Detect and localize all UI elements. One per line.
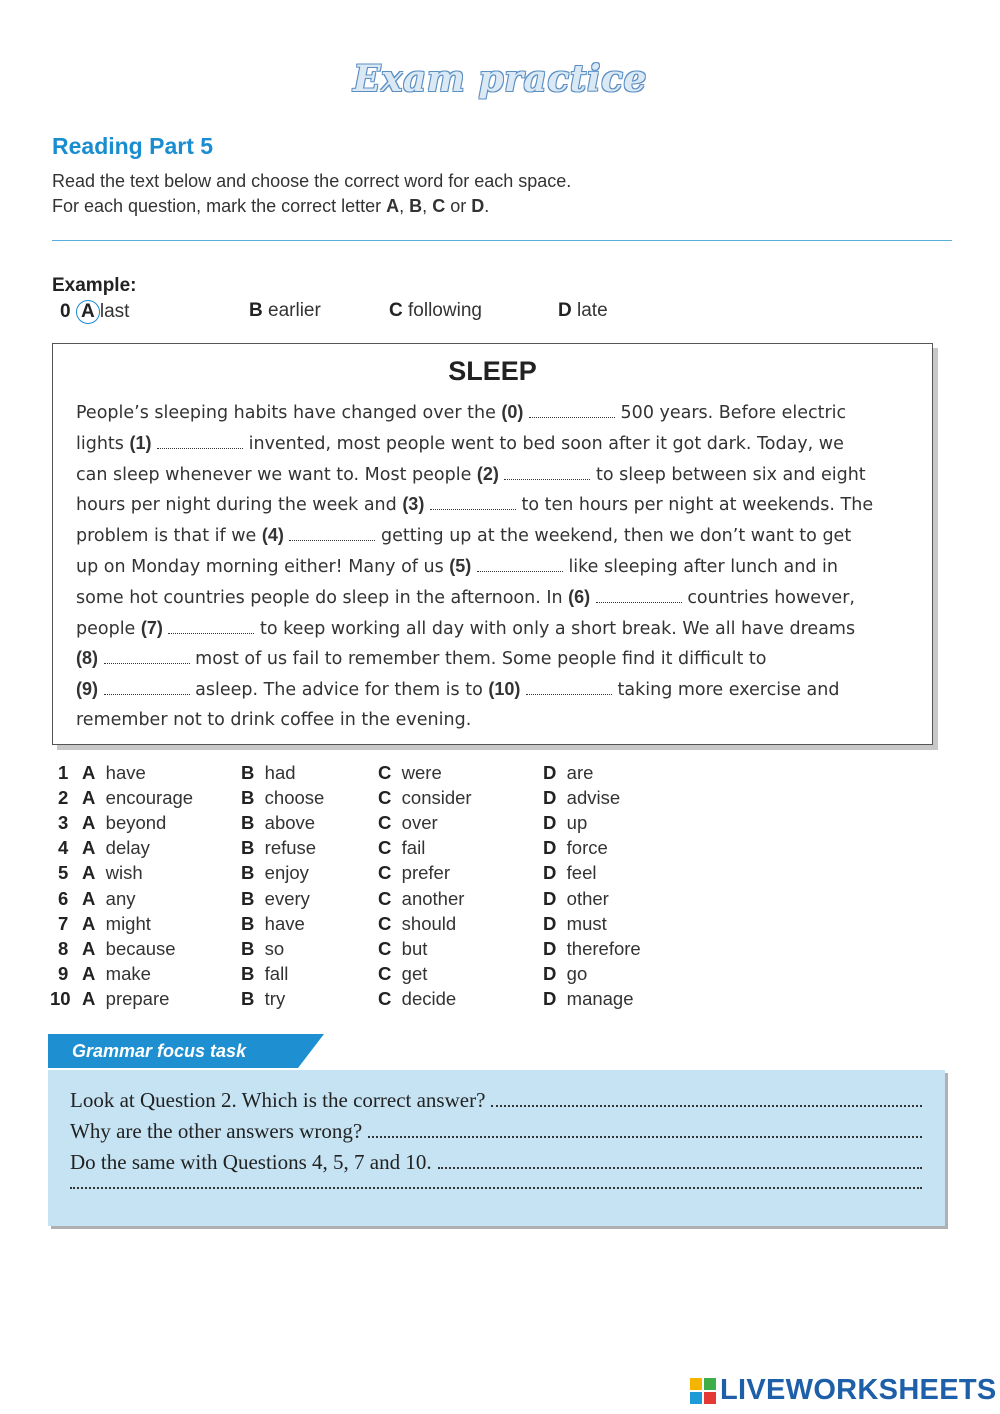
question-row xyxy=(0,862,700,887)
option-letter: D xyxy=(543,962,557,984)
answer-line[interactable] xyxy=(491,1104,922,1107)
option-c[interactable] xyxy=(378,963,427,985)
option-word: but xyxy=(401,937,428,959)
option-b[interactable] xyxy=(241,762,296,784)
passage-text-segment: most of us fail to remember them. Some people find it difficult to xyxy=(189,649,767,670)
passage-box xyxy=(52,343,933,745)
option-word: should xyxy=(401,912,457,934)
passage-line xyxy=(76,675,916,706)
option-word: other xyxy=(566,887,609,909)
option-word: decide xyxy=(401,987,457,1009)
option-word: up xyxy=(566,812,588,834)
option-letter: D xyxy=(543,762,557,783)
question-number: 7 xyxy=(58,912,69,934)
grammar-line-1 xyxy=(70,1088,922,1113)
option-letter: C xyxy=(378,762,392,783)
option-letter: B xyxy=(241,812,255,834)
passage-text-segment: countries however, xyxy=(681,587,855,608)
option-word: fall xyxy=(264,962,289,984)
example-option-d xyxy=(558,300,608,322)
option-letter: A xyxy=(82,762,96,783)
answer-line[interactable] xyxy=(438,1166,922,1169)
option-d[interactable] xyxy=(543,812,587,834)
liveworksheets-logo xyxy=(690,1374,997,1407)
gap-number: (7) xyxy=(140,617,163,638)
answer-gap[interactable] xyxy=(526,680,612,695)
section-divider xyxy=(52,240,952,241)
option-word: choose xyxy=(264,787,325,809)
option-word: must xyxy=(566,912,607,934)
option-c[interactable] xyxy=(378,938,427,960)
option-c[interactable] xyxy=(378,862,450,884)
instruction-prefix: For each question, mark the correct letter xyxy=(52,196,387,216)
option-letter: A xyxy=(82,937,96,959)
letter-c: C xyxy=(432,196,446,216)
option-a[interactable] xyxy=(82,963,151,985)
option-letter: B xyxy=(241,762,255,783)
option-b[interactable] xyxy=(241,862,309,884)
passage-line xyxy=(76,706,916,736)
gap-number: (0) xyxy=(501,402,524,422)
option-word: get xyxy=(401,962,428,984)
passage-line xyxy=(76,583,916,614)
option-c[interactable] xyxy=(378,837,425,859)
passage-text-segment: asleep. The advice for them is to xyxy=(189,680,489,701)
option-word: try xyxy=(264,987,286,1009)
option-word: refuse xyxy=(264,837,317,859)
option-letter: D xyxy=(543,862,557,884)
option-letter: A xyxy=(82,987,96,1009)
page-title: Exam practice xyxy=(353,58,647,100)
option-word: fail xyxy=(401,837,426,859)
option-letter: A xyxy=(82,962,96,984)
passage-text-segment: to ten hours per night at weekends. The xyxy=(515,495,874,516)
option-letter: B xyxy=(241,962,255,984)
gap-number: (8) xyxy=(76,648,98,669)
option-c[interactable] xyxy=(378,913,456,935)
option-d[interactable] xyxy=(543,888,609,910)
option-letter: D xyxy=(543,887,557,909)
option-letter: C xyxy=(378,962,392,984)
passage-text-segment: hours per night during the week and xyxy=(76,495,403,516)
option-a[interactable] xyxy=(82,812,166,834)
passage-text-segment: to keep working all day with only a short break. We all have dreams xyxy=(254,618,856,639)
option-letter: C xyxy=(378,787,392,809)
option-word: therefore xyxy=(566,937,641,959)
option-letter: A xyxy=(82,787,96,809)
option-word: any xyxy=(105,887,136,909)
option-word: earlier xyxy=(268,300,321,321)
option-letter: D xyxy=(543,812,557,834)
section-title: Reading Part 5 xyxy=(52,133,214,159)
passage-text-segment: 500 years. Before electric xyxy=(614,403,847,423)
instruction-end: . xyxy=(484,196,490,216)
example-label: Example: xyxy=(52,275,137,296)
option-b[interactable] xyxy=(241,787,324,809)
option-word: prepare xyxy=(105,987,170,1009)
option-word: might xyxy=(105,912,151,934)
grammar-focus-tab-tail xyxy=(298,1034,324,1068)
option-letter: C xyxy=(389,300,403,321)
answer-line[interactable] xyxy=(368,1135,922,1138)
separator: , xyxy=(422,196,433,216)
question-row xyxy=(0,787,700,812)
answer-gap[interactable] xyxy=(104,680,190,695)
question-number: 2 xyxy=(58,787,69,809)
option-letter: C xyxy=(378,937,392,959)
instruction-line-2 xyxy=(52,196,489,217)
grammar-question: Look at Question 2. Which is the correct answer? xyxy=(70,1088,486,1112)
grammar-line-3 xyxy=(70,1150,922,1175)
option-a[interactable] xyxy=(82,762,146,784)
option-a[interactable] xyxy=(82,837,150,859)
question-row xyxy=(0,913,700,938)
option-d[interactable] xyxy=(543,938,641,960)
option-word: above xyxy=(264,812,316,834)
logo-text: LIVEWORKSHEETS xyxy=(720,1374,997,1406)
option-letter: D xyxy=(543,987,557,1009)
question-row xyxy=(0,938,700,963)
option-word: enjoy xyxy=(264,862,309,884)
option-word: another xyxy=(401,887,465,909)
passage-text-segment: getting up at the weekend, then we don’t want to get xyxy=(375,526,852,547)
option-letter: C xyxy=(378,912,392,934)
passage-text-segment: People’s sleeping habits have changed over the xyxy=(76,403,502,423)
option-a[interactable] xyxy=(82,913,151,935)
option-a[interactable] xyxy=(82,787,193,809)
option-b[interactable] xyxy=(241,938,284,960)
option-word: have xyxy=(264,912,305,934)
option-b[interactable] xyxy=(241,963,288,985)
option-letter: D xyxy=(543,837,557,859)
option-letter: A xyxy=(82,887,96,909)
question-row xyxy=(0,812,700,837)
option-d[interactable] xyxy=(543,787,620,809)
option-word: go xyxy=(566,962,588,984)
separator-or: or xyxy=(445,196,472,216)
passage-line xyxy=(76,614,916,645)
gap-number: (10) xyxy=(488,679,521,700)
instruction-line-1: Read the text below and choose the correct word for each space. xyxy=(52,171,572,191)
option-letter: B xyxy=(241,912,255,934)
option-letter: A xyxy=(82,862,96,884)
answer-gap[interactable] xyxy=(596,588,682,603)
option-word: had xyxy=(264,762,296,783)
question-row xyxy=(0,762,700,787)
option-word: make xyxy=(105,962,151,984)
question-number: 9 xyxy=(58,962,69,984)
option-letter: D xyxy=(543,937,557,959)
option-letter: A xyxy=(82,812,96,834)
option-word: late xyxy=(577,300,608,321)
option-word: wish xyxy=(105,862,143,884)
passage-text-segment: lights xyxy=(76,433,130,454)
option-a[interactable] xyxy=(82,938,176,960)
question-row xyxy=(0,888,700,913)
question-number: 10 xyxy=(50,987,71,1009)
gap-number: (9) xyxy=(76,679,98,700)
answer-gap[interactable] xyxy=(430,495,516,510)
passage-line xyxy=(76,429,916,460)
option-letter: B xyxy=(241,837,255,859)
grammar-line-2 xyxy=(70,1119,922,1144)
option-word: following xyxy=(408,300,482,321)
option-letter: B xyxy=(241,987,255,1009)
option-word: were xyxy=(401,762,442,783)
option-d[interactable] xyxy=(543,963,587,985)
question-number: 5 xyxy=(58,862,69,884)
question-row xyxy=(0,988,700,1013)
option-letter: B xyxy=(241,887,255,909)
option-c[interactable] xyxy=(378,888,464,910)
option-word: consider xyxy=(401,787,472,809)
question-number: 8 xyxy=(58,937,69,959)
example-option-a xyxy=(60,300,129,324)
question-number: 6 xyxy=(58,887,69,909)
option-letter: B xyxy=(241,787,255,809)
option-word: feel xyxy=(566,862,597,884)
grammar-question: Why are the other answers wrong? xyxy=(70,1119,363,1143)
option-word: delay xyxy=(105,837,150,859)
option-letter: B xyxy=(249,300,263,321)
grammar-focus-tab xyxy=(48,1034,298,1068)
option-c[interactable] xyxy=(378,988,456,1010)
option-b[interactable] xyxy=(241,913,305,935)
question-number: 3 xyxy=(58,812,69,834)
question-number: 4 xyxy=(58,837,69,859)
option-a[interactable] xyxy=(82,862,143,884)
option-letter: A xyxy=(82,837,96,859)
option-c[interactable] xyxy=(378,787,472,809)
passage-title: SLEEP xyxy=(448,356,537,386)
gap-number: (5) xyxy=(449,555,472,576)
option-word: every xyxy=(264,887,310,909)
option-d[interactable] xyxy=(543,837,608,859)
question-row xyxy=(0,837,700,862)
passage-text-segment: people xyxy=(76,618,141,639)
option-word: because xyxy=(105,937,176,959)
option-letter: B xyxy=(241,937,255,959)
option-word: so xyxy=(264,937,285,959)
option-letter: D xyxy=(543,912,557,934)
option-letter: C xyxy=(378,837,392,859)
gap-number: (6) xyxy=(568,586,591,607)
selected-answer-circle: A xyxy=(76,300,100,324)
answer-gap[interactable] xyxy=(529,403,615,418)
option-b[interactable] xyxy=(241,888,310,910)
gap-number: (4) xyxy=(261,525,284,546)
answer-line[interactable] xyxy=(70,1186,922,1189)
passage-text-segment: can sleep whenever we want to. Most people xyxy=(76,464,477,485)
answer-gap[interactable] xyxy=(477,557,563,572)
option-c[interactable] xyxy=(378,812,438,834)
answer-gap[interactable] xyxy=(289,526,375,541)
passage-text-segment: up on Monday morning either! Many of us xyxy=(76,556,450,577)
grammar-focus-box xyxy=(48,1070,945,1226)
passage-text-segment: like sleeping after lunch and in xyxy=(562,556,838,577)
letter-b: B xyxy=(409,196,423,216)
passage-line xyxy=(76,521,916,552)
answer-gap[interactable] xyxy=(504,465,590,480)
example-word-a: last xyxy=(99,301,130,322)
option-word: encourage xyxy=(105,787,194,809)
passage-line xyxy=(76,552,916,583)
answer-gap[interactable] xyxy=(157,434,243,449)
gap-number: (1) xyxy=(129,432,152,453)
gap-number: (3) xyxy=(402,494,425,515)
option-a[interactable] xyxy=(82,988,169,1010)
passage-line xyxy=(76,460,916,491)
option-letter: C xyxy=(378,812,392,834)
grammar-line-4 xyxy=(70,1186,922,1189)
passage-text-segment: invented, most people went to bed soon after it got dark. Today, we xyxy=(243,433,844,454)
grammar-focus-label: Grammar focus task xyxy=(72,1041,247,1061)
passage-line xyxy=(76,398,916,429)
passage-line xyxy=(76,644,916,675)
option-word: prefer xyxy=(401,862,450,884)
option-d[interactable] xyxy=(543,862,596,884)
option-word: beyond xyxy=(105,812,167,834)
option-word: manage xyxy=(566,987,634,1009)
gap-number: (2) xyxy=(476,463,499,484)
option-word: advise xyxy=(566,787,621,809)
option-d[interactable] xyxy=(543,988,634,1010)
answer-gap[interactable] xyxy=(104,649,190,664)
option-letter: D xyxy=(558,300,572,321)
option-letter: B xyxy=(241,862,255,884)
question-number: 1 xyxy=(58,762,69,783)
option-b[interactable] xyxy=(241,988,285,1010)
option-letter: C xyxy=(378,987,392,1009)
passage-text-segment: remember not to drink coffee in the evening. xyxy=(76,709,472,730)
example-option-c xyxy=(389,300,482,322)
letter-d: D xyxy=(471,196,485,216)
option-b[interactable] xyxy=(241,837,316,859)
letter-a: A xyxy=(386,196,400,216)
option-c[interactable] xyxy=(378,762,442,784)
option-word: over xyxy=(401,812,438,834)
passage-line xyxy=(76,490,916,521)
passage-text-segment: taking more exercise and xyxy=(611,680,840,701)
option-b[interactable] xyxy=(241,812,315,834)
option-d[interactable] xyxy=(543,762,593,784)
option-letter: C xyxy=(378,887,392,909)
passage-text-segment: to sleep between six and eight xyxy=(590,464,866,485)
option-d[interactable] xyxy=(543,913,607,935)
option-word: are xyxy=(566,762,594,783)
option-letter: C xyxy=(378,862,392,884)
example-option-b xyxy=(249,300,321,322)
option-word: have xyxy=(105,762,146,783)
option-letter: D xyxy=(543,787,557,809)
passage-text-segment: problem is that if we xyxy=(76,526,262,547)
option-letter: A xyxy=(82,912,96,934)
passage-text-segment: some hot countries people do sleep in the afternoon. In xyxy=(76,587,569,608)
option-word: force xyxy=(566,837,608,859)
answer-gap[interactable] xyxy=(168,619,254,634)
separator: , xyxy=(399,196,410,216)
logo-icon xyxy=(690,1378,716,1404)
question-row xyxy=(0,963,700,988)
option-a[interactable] xyxy=(82,888,135,910)
example-number: 0 xyxy=(60,301,71,322)
grammar-question: Do the same with Questions 4, 5, 7 and 10. xyxy=(70,1150,432,1174)
passage-text xyxy=(76,398,916,736)
